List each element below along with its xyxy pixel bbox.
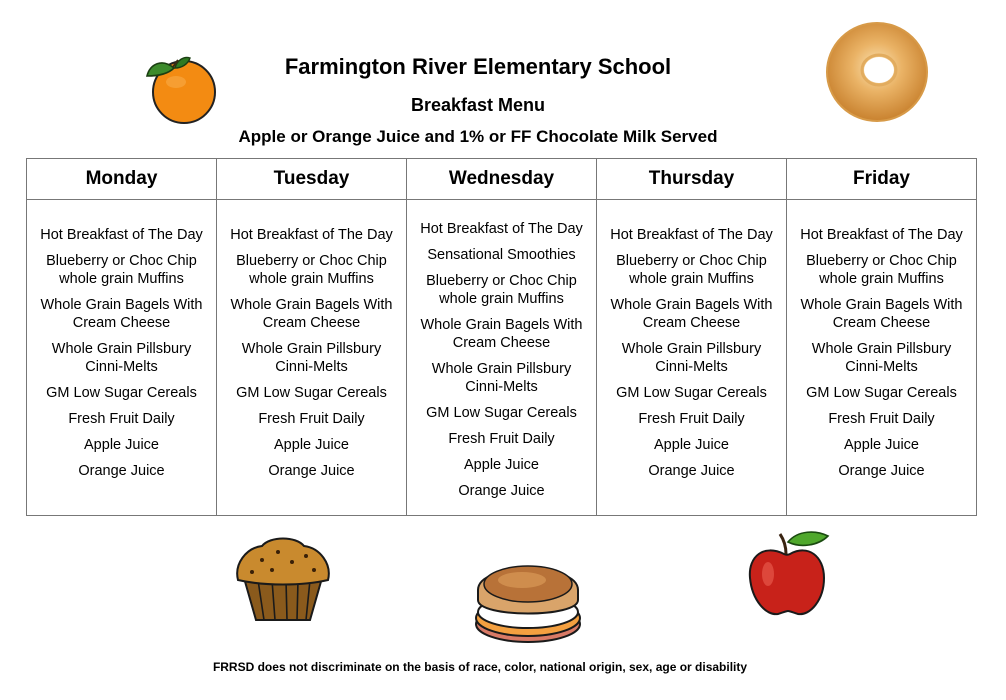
menu-item: Fresh Fruit Daily [258,411,365,427]
menu-item: Orange Juice [268,463,355,479]
day-header: Monday [27,159,216,200]
menu-item: Orange Juice [838,463,925,479]
menu-item: Whole Grain Pillsbury Cinni-Melts [431,361,572,395]
menu-item: Fresh Fruit Daily [448,431,555,447]
menu-item: Apple Juice [274,437,349,453]
day-header: Tuesday [217,159,406,200]
menu-item: Whole Grain Bagels With Cream Cheese [40,297,203,331]
menu-item: GM Low Sugar Cereals [426,405,577,421]
menu-item: Apple Juice [84,437,159,453]
menu-item: Hot Breakfast of The Day [420,221,583,237]
menu-item: Apple Juice [464,457,539,473]
day-column-friday [787,159,976,515]
menu-item: Hot Breakfast of The Day [40,227,203,243]
menu-item: Whole Grain Bagels With Cream Cheese [800,297,963,331]
menu-item: Whole Grain Bagels With Cream Cheese [610,297,773,331]
menu-item: Hot Breakfast of The Day [230,227,393,243]
menu-item: Blueberry or Choc Chip whole grain Muffins [46,253,197,287]
day-header: Friday [787,159,976,200]
menu-item: Hot Breakfast of The Day [800,227,963,243]
menu-item: Blueberry or Choc Chip whole grain Muffins [236,253,387,287]
menu-item: Whole Grain Pillsbury Cinni-Melts [621,341,762,375]
muffin-icon [232,534,334,624]
served-drinks-note: Apple or Orange Juice and 1% or FF Chocolate Milk Served [238,127,718,146]
menu-item: Whole Grain Bagels With Cream Cheese [230,297,393,331]
day-column-thursday [597,159,787,515]
day-column-wednesday [407,159,597,515]
weekly-menu-table [26,158,977,516]
page-title: Farmington River Elementary School [284,54,672,79]
menu-item: Hot Breakfast of The Day [610,227,773,243]
menu-items-list [217,200,406,488]
non-discrimination-notice: FRRSD does not discriminate on the basis of race, color, national origin, sex, age or disability [212,660,748,674]
menu-subtitle: Breakfast Menu [410,95,546,115]
menu-item: Whole Grain Pillsbury Cinni-Melts [811,341,952,375]
menu-item: Orange Juice [458,483,545,499]
menu-item: Fresh Fruit Daily [828,411,935,427]
menu-item: Blueberry or Choc Chip whole grain Muffins [616,253,767,287]
day-header: Wednesday [407,159,596,200]
menu-item: Whole Grain Pillsbury Cinni-Melts [241,341,382,375]
menu-item: Sensational Smoothies [427,247,576,263]
menu-items-list [27,200,216,488]
menu-item: Whole Grain Pillsbury Cinni-Melts [51,341,192,375]
menu-items-list [597,200,786,488]
menu-item: GM Low Sugar Cereals [236,385,387,401]
menu-item: Apple Juice [654,437,729,453]
menu-item: Apple Juice [844,437,919,453]
day-column-monday [27,159,217,515]
menu-items-list [407,200,596,508]
menu-item: Whole Grain Bagels With Cream Cheese [420,317,583,351]
menu-item: GM Low Sugar Cereals [806,385,957,401]
menu-item: Fresh Fruit Daily [68,411,175,427]
menu-items-list [787,200,976,488]
menu-item: Blueberry or Choc Chip whole grain Muffins [426,273,577,307]
menu-item: Blueberry or Choc Chip whole grain Muffins [806,253,957,287]
breakfast-sandwich-icon [470,548,586,648]
apple-icon [744,528,832,618]
menu-item: Orange Juice [648,463,735,479]
menu-item: Orange Juice [78,463,165,479]
day-column-tuesday [217,159,407,515]
menu-item: Fresh Fruit Daily [638,411,745,427]
menu-item: GM Low Sugar Cereals [46,385,197,401]
menu-item: GM Low Sugar Cereals [616,385,767,401]
day-header: Thursday [597,159,786,200]
